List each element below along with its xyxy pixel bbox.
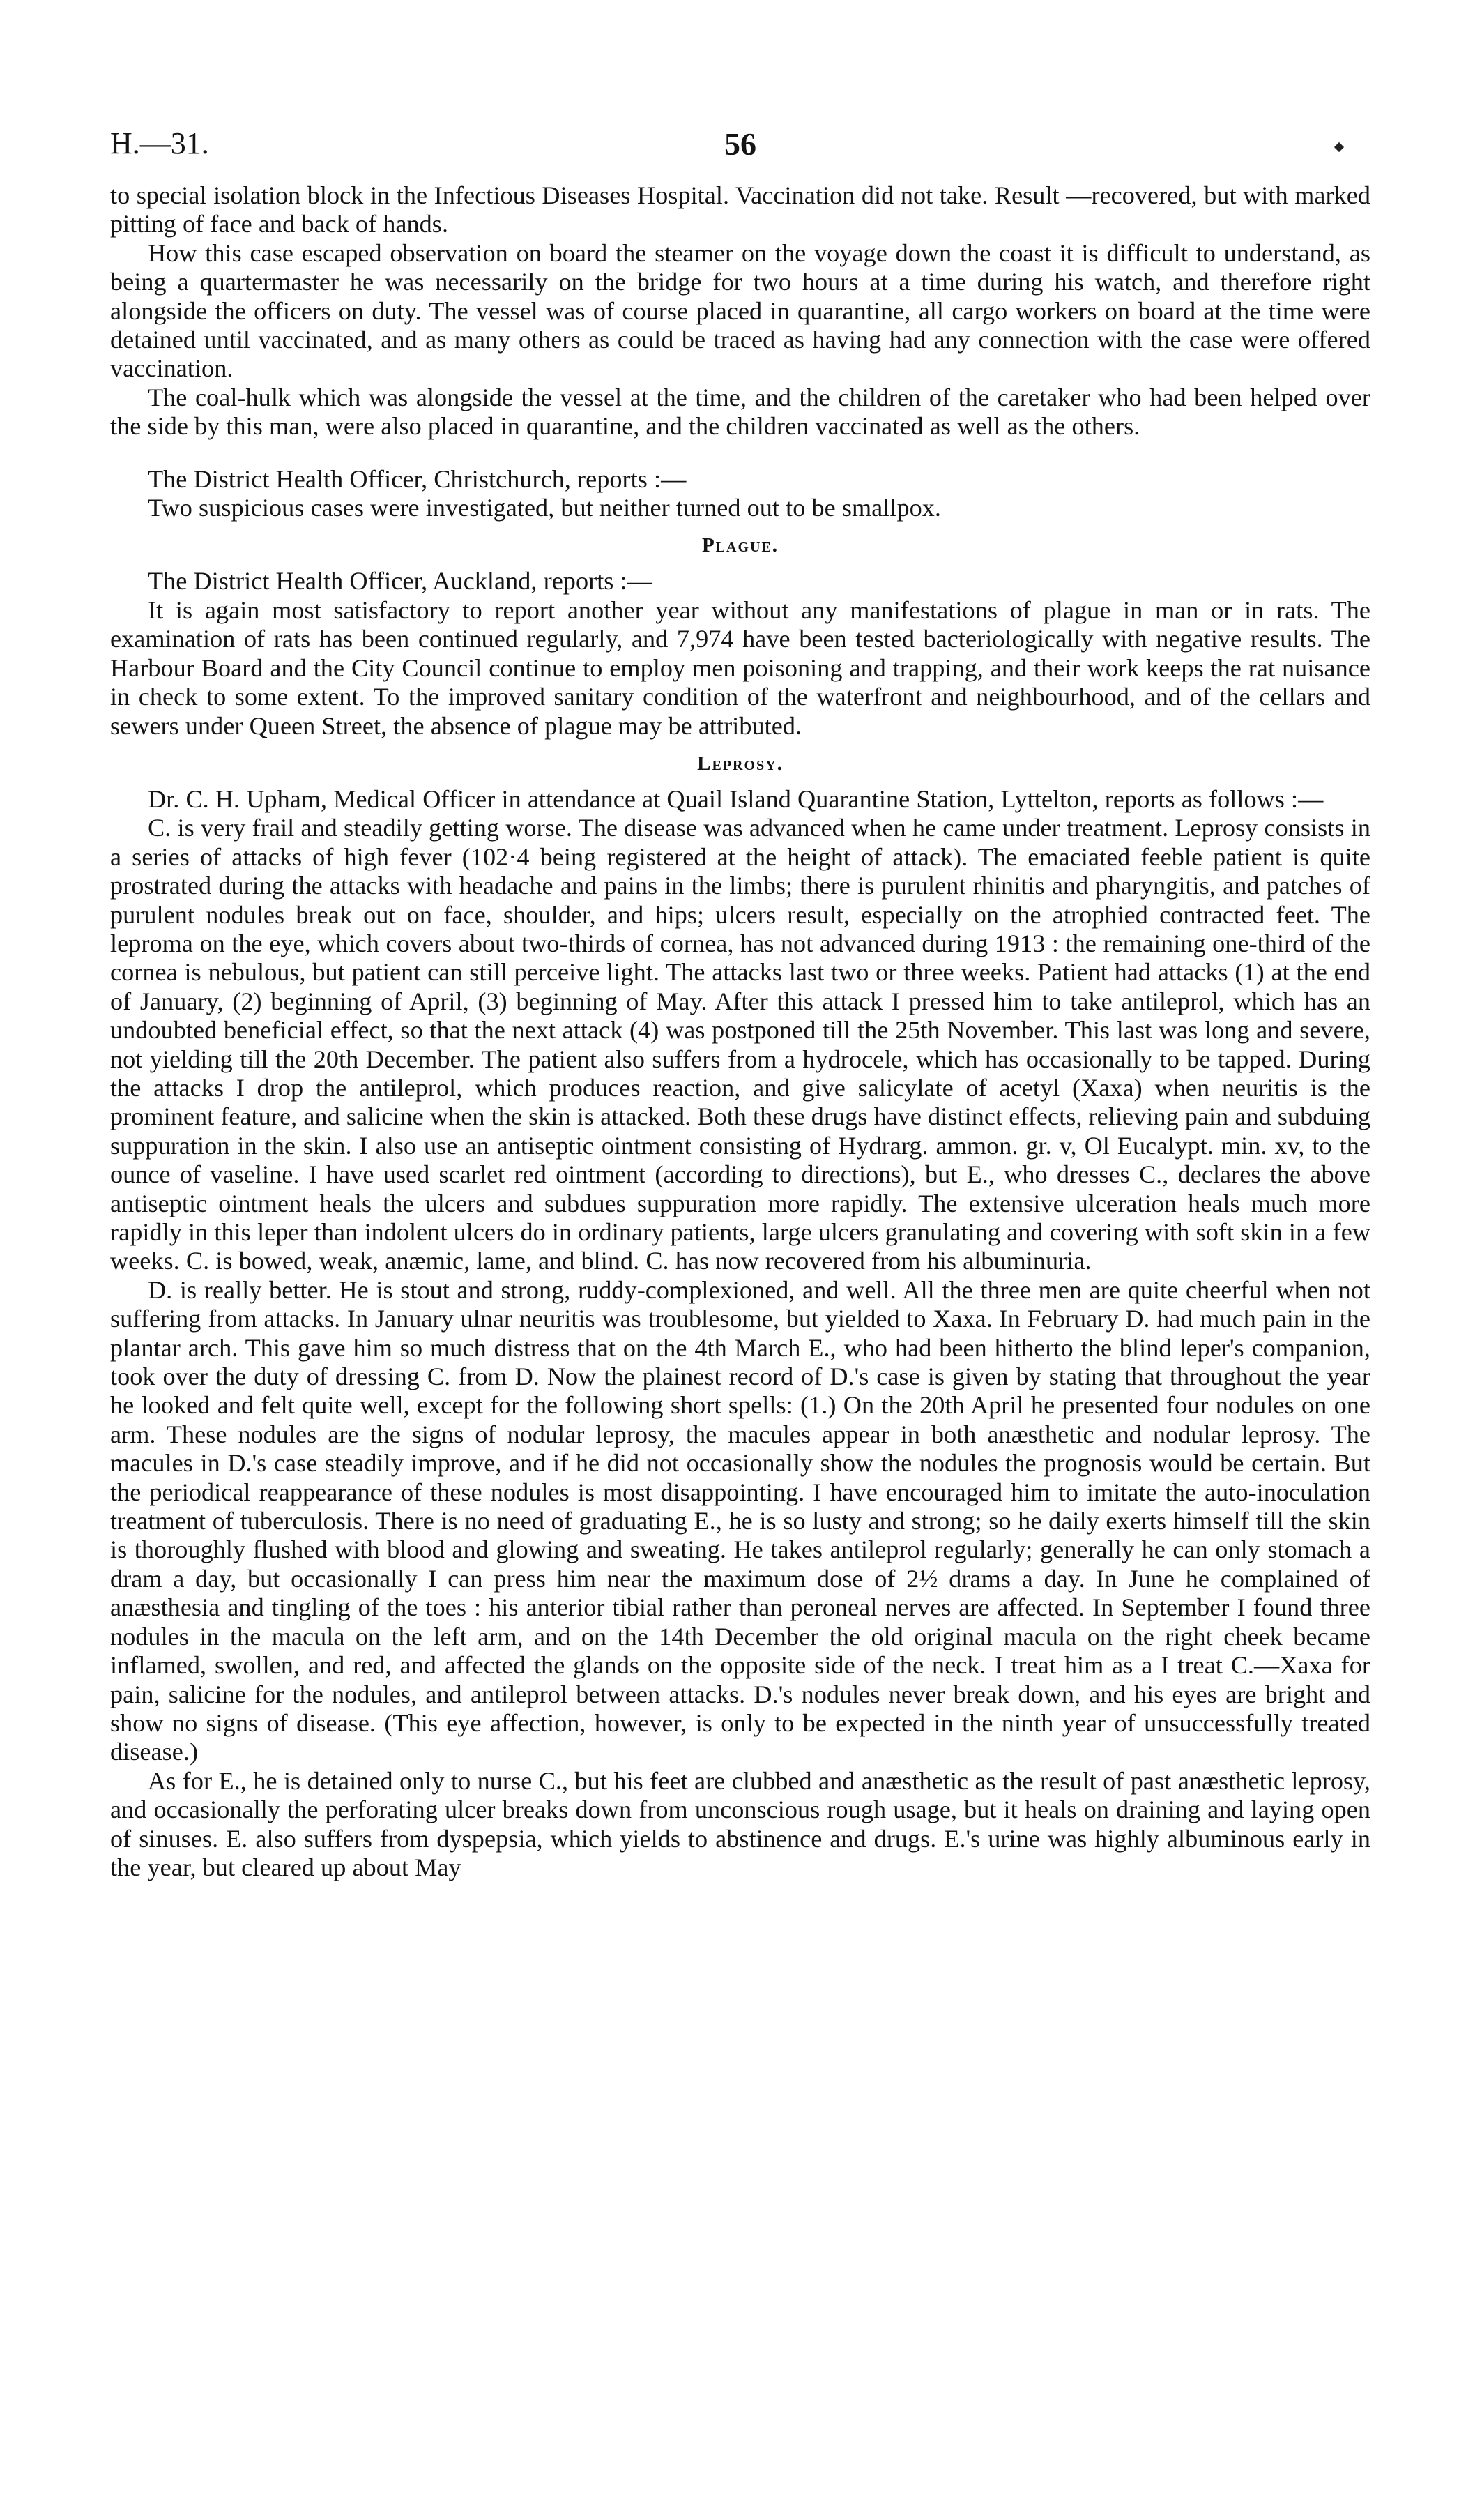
leprosy-heading: Leprosy.: [697, 752, 784, 775]
intro-paragraph-1: to special isolation block in the Infectious Diseases Hospital. Vaccination did not take. Result —recovered, but with marked pitting of face and back of hands.: [110, 181, 1370, 238]
leprosy-report-intro: Dr. C. H. Upham, Medical Officer in attendance at Quail Island Quarantine Station, Lyttelton, reports as follows :—: [148, 784, 1324, 813]
document-reference: H.—31.: [110, 126, 209, 160]
intro-paragraph-3: The coal-hulk which was alongside the vessel at the time, and the children of the caretaker who had been helped over the side by this man, were also placed in quarantine, and the children vaccinated as well as the others.: [110, 383, 1370, 441]
intro-paragraph-2: How this case escaped observation on board the steamer on the voyage down the coast it is difficult to understand, as being a quartermaster he was necessarily on the bridge for two hours at a time during his watch, and therefore right alongside the officers on duty. The vessel was of course placed in quarantine, all cargo workers on board at the time were detained until vaccinated, and as many others as could be traced as having had any connection with the case were offered vaccination.: [110, 238, 1370, 383]
christchurch-report-text: Two suspicious cases were investigated, but neither turned out to be smallpox.: [148, 494, 942, 522]
leprosy-case-e: As for E., he is detained only to nurse C., but his feet are clubbed and anæsthetic as the result of past anæsthetic leprosy, and occasionally the perforating ulcer breaks down from unconscious rough usage, but it heals on draining and laying open of sinuses. E. also suffers from dyspepsia, which yields to abstinence and drugs. E.'s urine was highly albuminous early in the year, but cleared up about May: [110, 1766, 1370, 1881]
body-text: [110, 181, 1370, 1882]
plague-report-intro: The District Health Officer, Auckland, reports :—: [148, 567, 652, 595]
christchurch-report-intro: The District Health Officer, Christchurch, reports :—: [148, 464, 687, 493]
plague-heading: Plague.: [701, 534, 779, 557]
document-page: [110, 126, 1370, 2427]
plague-report-text: It is again most satisfactory to report another year without any manifestations of plague in man or in rats. The examination of rats has been continued regularly, and 7,974 have been tested bacteriologically with negative results. The Harbour Board and the City Council continue to employ men poisoning and trapping, and their work keeps the rat nuisance in check to some extent. To the improved sanitary condition of the waterfront and neighbourhood, and of the cellars and sewers under Queen Street, the absence of plague may be attributed.: [110, 595, 1370, 740]
leprosy-case-d: D. is really better. He is stout and strong, ruddy-complexioned, and well. All the three men are quite cheerful when not suffering from attacks. In January ulnar neuritis was troublesome, but yielded to Xaxa. In February D. had much pain in the plantar arch. This gave him so much distress that on the 4th March E., who had been hitherto the blind leper's companion, took over the duty of dressing C. from D. Now the plainest record of D.'s case is given by stating that throughout the year he looked and felt quite well, except for the following short spells: (1.) On the 20th April he presented four nodules on one arm. These nodules are the signs of nodular leprosy, the macules appear in both anæsthetic and nodular leprosy. The macules in D.'s case steadily improve, and if he did not occasionally show the nodules the prognosis would be certain. But the periodical reappearance of these nodules is most disappointing. I have encouraged him to imitate the auto-inoculation treatment of tuberculosis. There is no need of graduating E., he is so lusty and strong; so he daily exerts himself till the skin is thoroughly flushed with blood and glowing and sweating. He takes antileprol regularly; generally he can only stomach a dram a day, but occasionally I can press him near the maximum dose of 2½ drams a day. In June he complained of anæsthesia and tingling of the toes : his anterior tibial rather than peroneal nerves are affected. In September I found three nodules in the macula on the left arm, and on the 14th December the old original macula on the right cheek became inflamed, swollen, and red, and affected the glands on the opposite side of the neck. I treat him as a I treat C.—Xaxa for pain, salicine for the nodules, and antileprol between attacks. D.'s nodules never break down, and his eyes are bright and show no signs of disease. (This eye affection, however, is only to be expected in the ninth year of unsuccessfully treated disease.): [110, 1275, 1370, 1766]
leprosy-case-c: C. is very frail and steadily getting worse. The disease was advanced when he came under treatment. Leprosy consists in a series of attacks of high fever (102·4 being registered at the height of attack). The emaciated feeble patient is quite prostrated during the attacks with headache and pains in the limbs; there is purulent rhinitis and pharyngitis, and patches of purulent nodules break out on face, shoulder, and hips; ulcers result, especially on the atrophied contracted feet. The leproma on the eye, which covers about two-thirds of cornea, has not advanced during 1913 : the remaining one-third of the cornea is nebulous, but patient can still perceive light. The attacks last two or three weeks. Patient had attacks (1) at the end of January, (2) beginning of April, (3) beginning of May. After this attack I pressed him to take antileprol, which has an undoubted beneficial effect, so that the next attack (4) was postponed till the 25th November. This last was long and severe, not yielding till the 20th December. The patient also suffers from a hydrocele, which has occasionally to be tapped. During the attacks I drop the antileprol, which produces reaction, and give salicylate of acetyl (Xaxa) when neuritis is the prominent feature, and salicine when the skin is attacked. Both these drugs have distinct effects, relieving pain and subduing suppuration in the skin. I also use an antiseptic ointment consisting of Hydrarg. ammon. gr. v, Ol Eucalypt. min. xv, to the ounce of vaseline. I have used scarlet red ointment (according to directions), but E., who dresses C., declares the above antiseptic ointment heals the ulcers and subdues suppuration more rapidly. The extensive ulceration heals much more rapidly in this leper than indolent ulcers do in ordinary patients, large ulcers granulating and covering with soft skin in a few weeks. C. is bowed, weak, anæmic, lame, and blind. C. has now recovered from his albuminuria.: [110, 814, 1370, 1275]
page-number: 56: [724, 126, 756, 162]
running-header: [110, 126, 1370, 181]
